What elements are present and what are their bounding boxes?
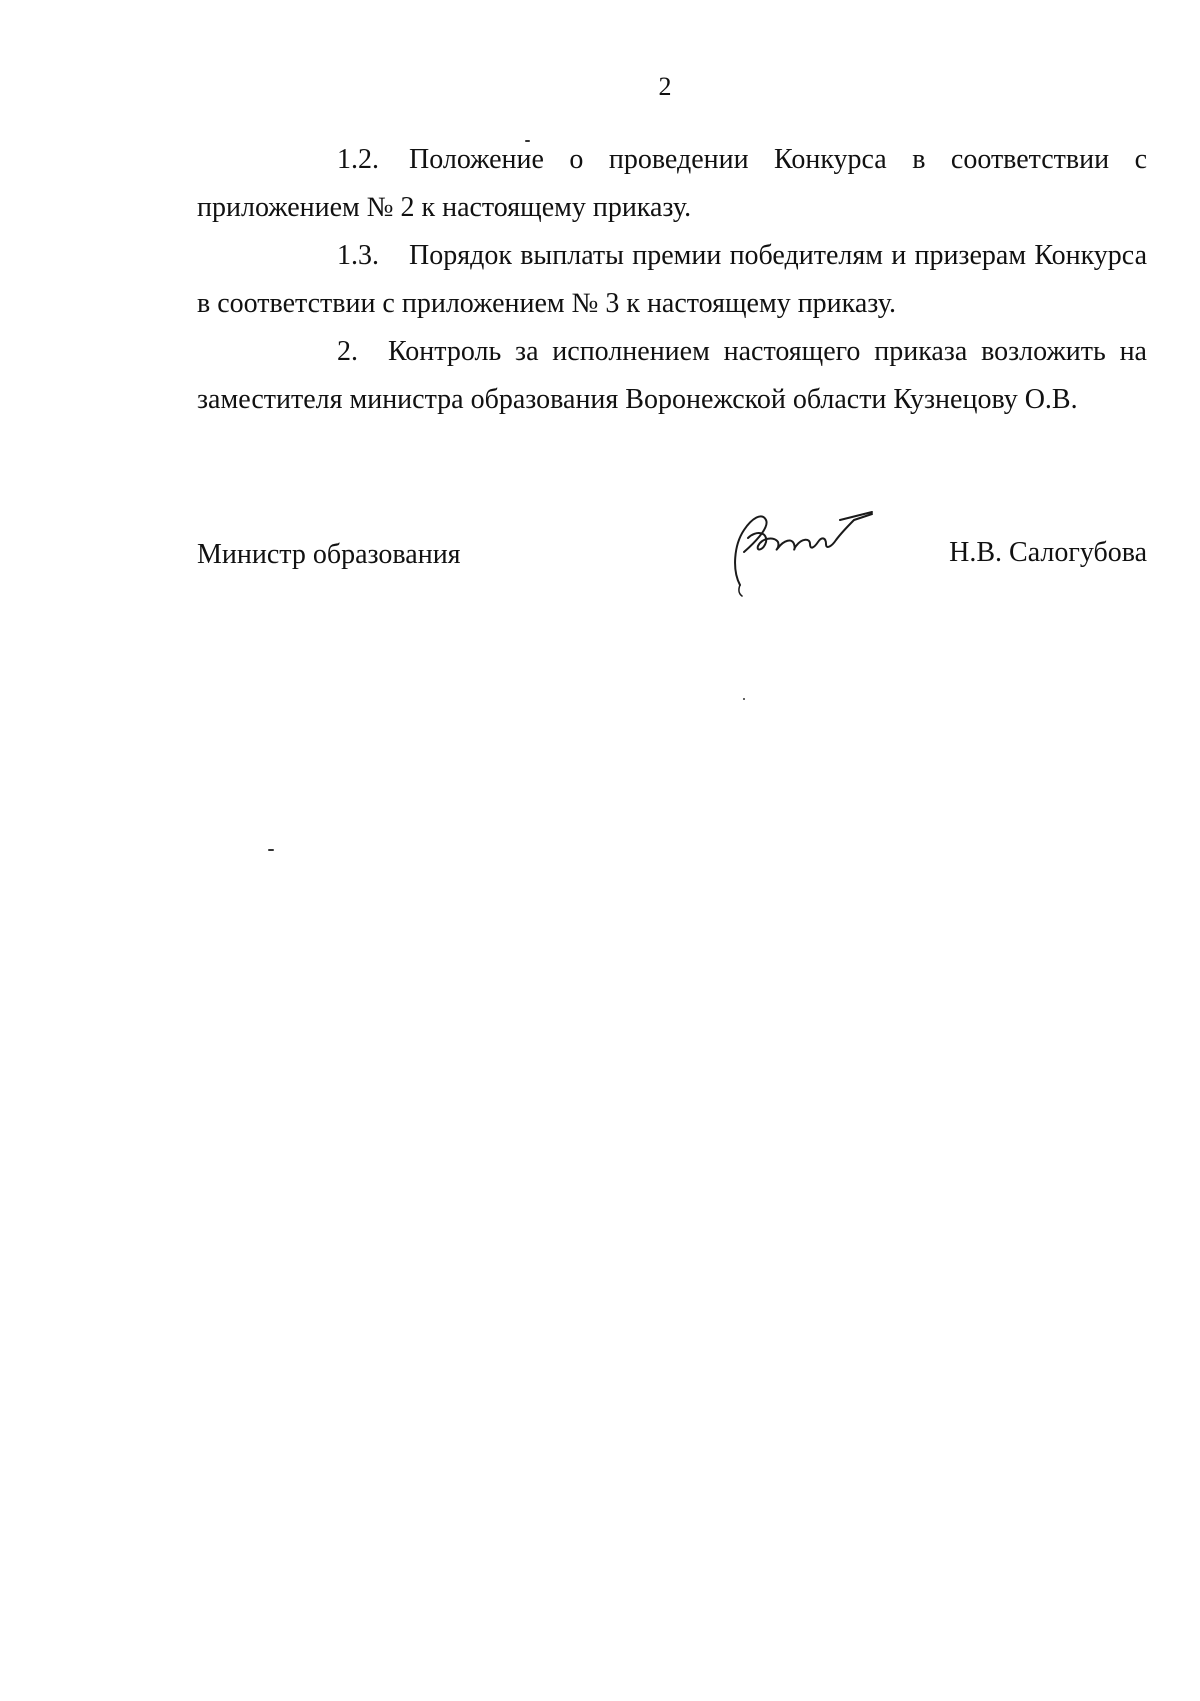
signer-position: Министр образования [197, 539, 461, 570]
paragraph-1-3 [197, 232, 1147, 328]
signer-name: Н.В. Салогубова [949, 537, 1147, 568]
paragraph-text: Положение о проведении Конкурса в соответствии с приложением № 2 к настоящему приказу. [197, 144, 1147, 223]
paragraph-text: Контроль за исполнением настоящего приказа возложить на заместителя министра образования Воронежской области Кузнецову О.В. [197, 336, 1147, 415]
paragraph-number: 1.2. [337, 144, 379, 175]
paragraph-text: Порядок выплаты премии победителям и призерам Конкурса в соответствии с приложением № 3 к настоящему приказу. [197, 240, 1147, 319]
scan-speck [743, 698, 745, 700]
scan-speck [525, 140, 530, 142]
paragraph-number: 2. [337, 336, 358, 367]
page-number: 2 [658, 72, 672, 101]
scan-speck [268, 849, 274, 851]
handwritten-signature [722, 490, 892, 600]
paragraph-2 [197, 328, 1147, 424]
paragraph-1-2 [197, 136, 1147, 232]
signature-block [197, 525, 1147, 605]
paragraph-number: 1.3. [337, 240, 379, 271]
document-body [197, 136, 1147, 424]
